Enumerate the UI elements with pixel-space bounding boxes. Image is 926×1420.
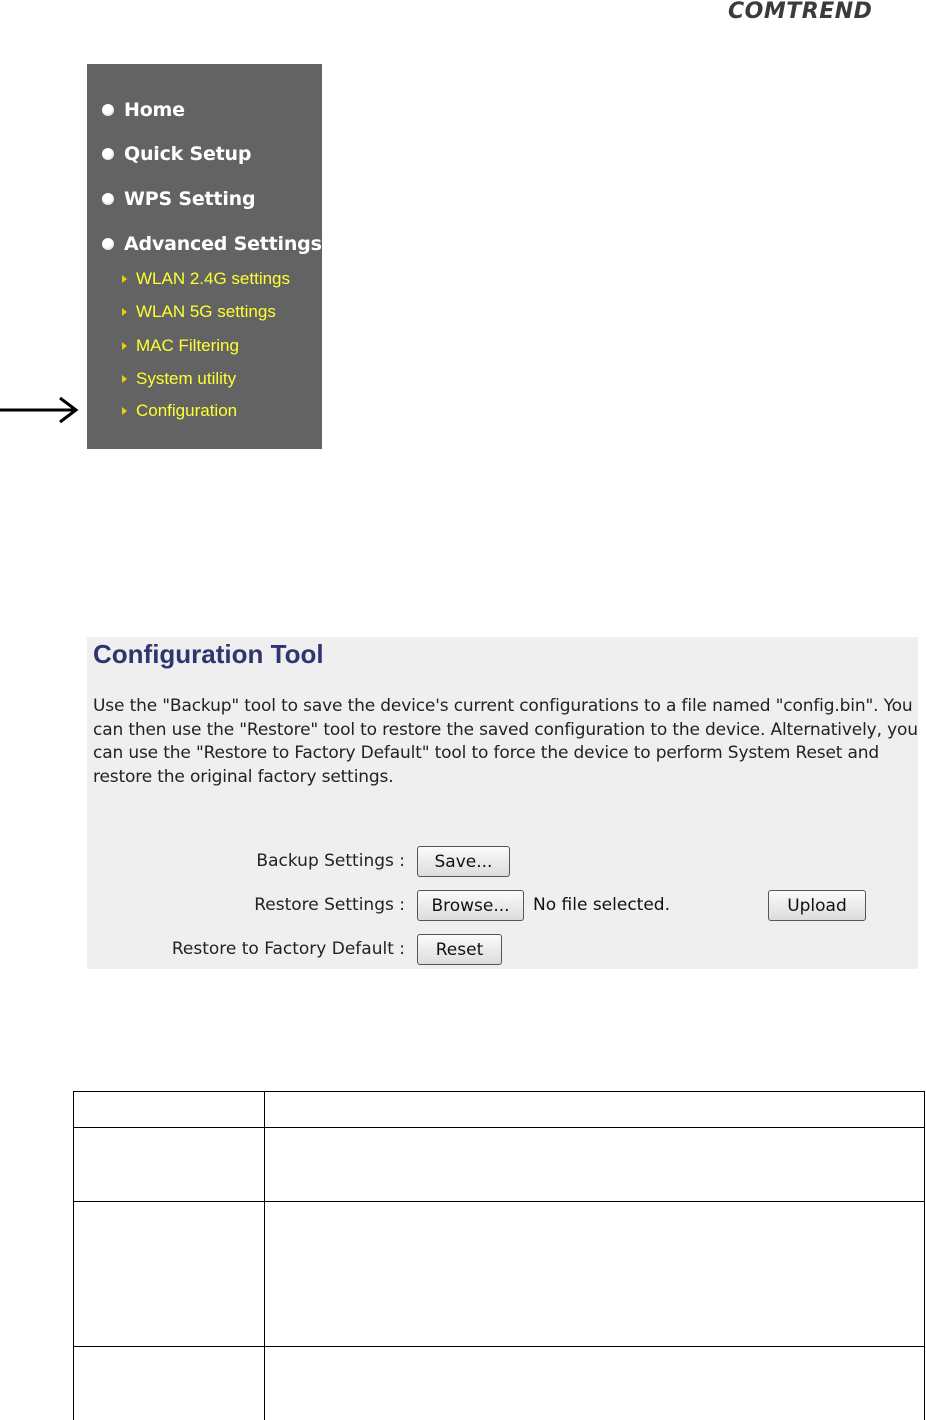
sidebar-item-label: WPS Setting <box>124 188 256 210</box>
table-row <box>74 1128 925 1202</box>
sidebar-item-home[interactable] <box>87 95 185 125</box>
comtrend-logo: COMTREND <box>728 0 873 24</box>
triangle-right-icon <box>122 275 127 283</box>
backup-settings-label: Backup Settings : <box>256 851 405 871</box>
sidebar-subitem-configuration[interactable] <box>87 399 237 423</box>
sidebar-subitem-label: System utility <box>136 369 237 388</box>
description-text: Use the "Backup" tool to save the device's current configurations to a file named "config.bin". You can then use the "Restore" tool to restore the saved configuration to the device. Alternatively, you can use the "Restore to Factory Default" tool to force the device to perform System Reset and restore the original factory settings. <box>93 696 918 787</box>
bullet-icon <box>102 104 114 116</box>
table-cell <box>265 1092 925 1128</box>
sidebar-subitem-wlan-5g[interactable] <box>87 300 276 324</box>
factory-default-label: Restore to Factory Default : <box>171 939 405 959</box>
sidebar-item-advanced-settings[interactable] <box>87 229 322 259</box>
bullet-icon <box>102 238 114 250</box>
sidebar-subitem-wlan-24g[interactable] <box>87 267 290 291</box>
triangle-right-icon <box>122 342 127 350</box>
bullet-icon <box>102 148 114 160</box>
sidebar-subitem-mac-filtering[interactable] <box>87 334 239 358</box>
table-row <box>74 1347 925 1420</box>
file-status-text: No file selected. <box>533 895 670 915</box>
sidebar-item-label: Quick Setup <box>124 143 252 165</box>
table-cell <box>265 1202 925 1347</box>
triangle-right-icon <box>122 308 127 316</box>
table-cell <box>265 1128 925 1202</box>
sidebar-item-wps-setting[interactable] <box>87 184 255 214</box>
arrow-right-icon <box>0 395 80 425</box>
description-table <box>73 1091 925 1420</box>
triangle-right-icon <box>122 407 127 415</box>
sidebar-subitem-system-utility[interactable] <box>87 367 236 391</box>
bullet-icon <box>102 193 114 205</box>
triangle-right-icon <box>122 375 127 383</box>
table-cell <box>265 1347 925 1420</box>
table-cell <box>74 1202 265 1347</box>
table-cell <box>74 1347 265 1420</box>
sidebar-item-label: Home <box>124 99 185 121</box>
sidebar-subitem-label: MAC Filtering <box>136 336 239 355</box>
sidebar-menu <box>87 64 322 449</box>
table-row <box>74 1202 925 1347</box>
table-cell <box>74 1128 265 1202</box>
reset-button[interactable]: Reset <box>417 934 502 965</box>
sidebar-item-quick-setup[interactable] <box>87 139 251 169</box>
browse-button[interactable]: Browse... <box>417 890 524 921</box>
sidebar-item-label: Advanced Settings <box>124 233 322 255</box>
restore-settings-label: Restore Settings : <box>254 895 405 915</box>
table-row <box>74 1092 925 1128</box>
save-button[interactable]: Save... <box>417 846 510 877</box>
sidebar-subitem-label: WLAN 2.4G settings <box>136 269 291 288</box>
configuration-tool-panel <box>87 637 918 969</box>
table-cell <box>74 1092 265 1128</box>
upload-button[interactable]: Upload <box>768 890 866 921</box>
sidebar-subitem-label: Configuration <box>136 401 238 420</box>
sidebar-subitem-label: WLAN 5G settings <box>136 302 276 321</box>
page-title: Configuration Tool <box>93 639 324 669</box>
